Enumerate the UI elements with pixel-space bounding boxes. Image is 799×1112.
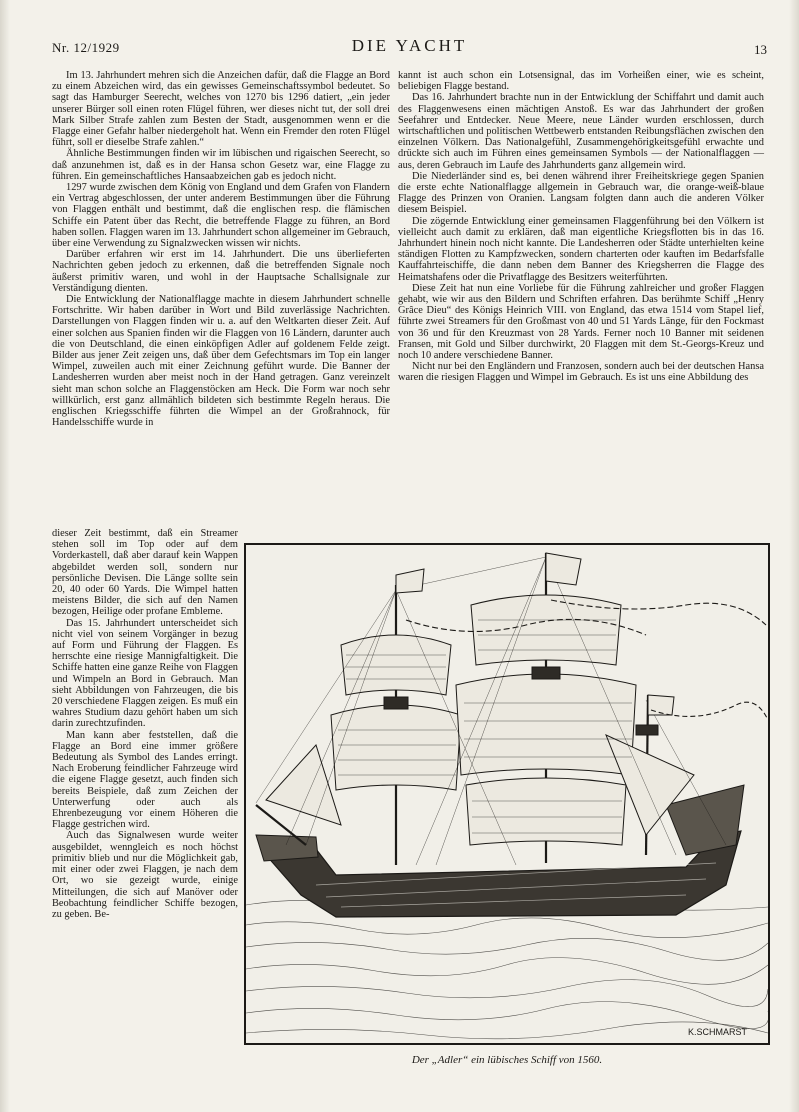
paragraph: Die Entwicklung der Nationalflagge machte in diesem Jahrhundert schnelle Fortschritte. Wir haben darüber in Wort und Bild zuverlässige Nachrichten. Darstellungen von Flaggen finden wir u. a. auf den Weltkarten dieser Zeit. Auf einer solchen aus Spanien finden wir die Flaggen von 16 Ländern, darunter auch die von Deutschland, die einen einköpfigen Adler auf goldenem Felde zeigt. Bilder aus jener Zeit zeigen uns, daß über dem Gefechtsmars im Top ein langer Wimpel, zuweilen auch mit einer Zeichnung geführt wurde. Die Banner der Landesherren wurden aber meist noch in der Hand getragen. Ganz vereinzelt sieht man schon solche an Flaggenstöcken am Heck. Die Form war noch sehr willkürlich, erst ganz allmählich bildeten sich bestimmte Regeln heraus. Die englischen Kriegsschiffe führten die Wimpel an der Großrahnock, für Handelsschiffe wurde in bbox=[52, 294, 390, 429]
ship-illustration bbox=[244, 543, 770, 1045]
magazine-title: DIE YACHT bbox=[351, 36, 468, 55]
paragraph: Das 15. Jahrhundert unterscheidet sich nicht viel von seinem Vorgänger in bezug auf Form und Führung der Flaggen. Es herrschte eine riesige Mannigfaltigkeit. Die Schiffe hatten eine ganze Reihe von Flaggen und Wimpeln an Bord in Gebrauch. Man sieht Abbildungen von Fahrzeugen, die bis 20 verschiedene Flaggen zeigen. Es muß ein wahres Studium dazu gehört haben um sich darin zurechtzufinden. bbox=[52, 617, 238, 730]
artist-signature: K.SCHMARST bbox=[688, 1027, 748, 1037]
left-column-narrow bbox=[52, 528, 238, 920]
paragraph: Das 16. Jahrhundert brachte nun in der Entwicklung der Schiffahrt und damit auch des Flaggenwesens einen mächtigen Anstoß. Es war das Jahrhundert der großen Seefahrer und Entdecker. Neue Meere, neue Länder wurden erschlossen, durch wirtschaftlichen und politischen Wettbewerb entstanden Reibungsflächen zwischen den einzelnen Völkern. Das Nationalgefühl, Zusammengehörigkeitsgefühl erwachte und drückte sich auch im Führen eines gemeinsamen Symbols — der Nationalflaggen — aus, deren Gebrauch im Laufe des Jahrhunderts ganz allgemein wird. bbox=[398, 92, 764, 171]
page-header bbox=[52, 36, 767, 64]
paragraph: Darüber erfahren wir erst im 14. Jahrhundert. Die uns überlieferten Nachrichten geben jedoch zu erkennen, daß die betreffenden Signale noch äußerst primitiv waren, und wohl in der Hauptsache Schallsignale zur Verständigung dienten. bbox=[52, 249, 390, 294]
left-column-top bbox=[52, 70, 390, 429]
paragraph: kannt ist auch schon ein Lotsensignal, das im Vorheißen einer, wie es scheint, beliebigen Flagge bestand. bbox=[398, 70, 764, 93]
paragraph: Ähnliche Bestimmungen finden wir im lübischen und rigaischen Seerecht, so daß anzunehmen ist, daß es in der Hansa schon Gesetz war, eine Flagge zu führen. Ein gemeinschaftliches Hansaabzeichen gab es jedoch nicht. bbox=[52, 148, 390, 182]
right-column bbox=[398, 70, 764, 384]
ship-drawing bbox=[246, 545, 768, 1043]
paragraph: Die Niederländer sind es, bei denen während ihrer Freiheitskriege gegen Spanien die erste echte Nationalflagge allgemein in Gebrauch war, die orange-weiß-blaue Flagge des Prinzen von Oranien. Langsam folgten dann auch die anderen Völker diesem Beispiel. bbox=[398, 170, 764, 216]
figure-caption: Der „Adler“ ein lübisches Schiff von 1560. bbox=[411, 1054, 603, 1066]
paragraph: dieser Zeit bestimmt, daß ein Streamer stehen soll im Top oder auf dem Vorderkastell, daß aber darauf kein Wappen abgebildet werden soll, sondern nur persönliche Devisen. Die Länge sollte sein 20, 40 oder 60 Yards. Die Wimpel hatten meistens Bilder, die sich auf den Namen bezogen, Heilige oder profane Embleme. bbox=[52, 528, 238, 618]
paragraph: Die zögernde Entwicklung einer gemeinsamen Flaggenführung bei den Völkern ist vielleicht auch damit zu erklären, daß man eigentliche Kriegsflotten bis in das 16. Jahrhundert hinein noch nicht kannte. Die Landesherren oder Städte unterhielten keine ständigen Flotten zu Kampfzwecken, sondern charterten oder kauften im Bedarfsfalle Kauffahrteischiffe, die dann neben dem Banner des Kriegsherren die Flagge des Heimatshafens oder die Privatflagge des Besitzers weiterführten. bbox=[398, 215, 764, 283]
paragraph: Diese Zeit hat nun eine Vorliebe für die Führung zahlreicher und großer Flaggen gehabt, wie wir aus den Bildern und Schriften erfahren. Das berühmte Schiff „Henry Grâce Dieu“ des Königs Heinrich VIII. von England, das etwa 1514 vom Stapel lief, führte zwei Streamers für den Großmast von 40 und 51 Yards Länge, für den Fockmast von 36 und für den Kreuzmast von 28 Yards. Ferner noch 10 Banner mit seidenen Fransen, mit Gold und Silber durchwirkt, 20 Flaggen mit dem St.-Georgs-Kreuz und noch 10 andere verschiedene Banner. bbox=[398, 282, 764, 362]
paragraph: 1297 wurde zwischen dem König von England und dem Grafen von Flandern ein Vertrag abgeschlossen, der unter anderem Bestimmungen über die Führung von Flaggen enthält und bestimmt, daß die englischen resp. die flämischen Schiffe ein Patent über das Recht, die betreffende Flagge zu führen, an Bord haben sollen. Flaggen waren im 13. Jahrhundert schon allgemeiner im Gebrauch, über eine Verwendung zu Signalzwecken wissen wir nichts. bbox=[52, 182, 390, 250]
scan-edge-right bbox=[789, 0, 799, 1112]
paragraph: Man kann aber feststellen, daß die Flagge an Bord eine immer größere Bedeutung als Symbol des Landes erringt. Nach Eroberung feindlicher Fahrzeuge wird die eigene Flagge gesetzt, auch finden sich bereits Beispiele, daß zum Zeichen der Unterwerfung oder auch als Ehrenbezeugung vor einem Höheren die Flagge gestrichen wird. bbox=[52, 729, 238, 831]
paragraph: Im 13. Jahrhundert mehren sich die Anzeichen dafür, daß die Flagge an Bord zu einem Abzeichen wird, das ein gewisses Gemeinschaftssymbol bedeutet. So sagt das Hamburger Seerecht, welches von 1270 bis 1296 datiert, „ein jeder unserer Bürger soll einen roten Flügel führen, wer dieses nicht tut, der soll drei Mark Silber Strafe zahlen zum Besten der Stadt, ausgenommen wenn er die Flagge einer Gefahr halber niedergeholt hat. Wenn ein Fremder den roten Flügel führt, soll er dieselbe Strafe zahlen.“ bbox=[52, 70, 390, 149]
issue-number: Nr. 12/1929 bbox=[52, 40, 120, 55]
paragraph: Auch das Signalwesen wurde weiter ausgebildet, wenngleich es noch höchst primitiv blieb und nur die Möglichkeit gab, mit einer oder zwei Flaggen, je nach dem Ort, wo sie gezeigt wurde, einige Mitteilungen, die sich auf Manöver oder Beobachtung feindlicher Schiffe bezogen, zu geben. Be- bbox=[52, 830, 238, 920]
page-number: 13 bbox=[754, 42, 767, 57]
paragraph: Nicht nur bei den Engländern und Franzosen, sondern auch bei der deutschen Hansa waren die riesigen Flaggen und Wimpel im Gebrauch. Es ist uns eine Abbildung des bbox=[398, 361, 764, 384]
scan-edge-left bbox=[0, 0, 10, 1112]
